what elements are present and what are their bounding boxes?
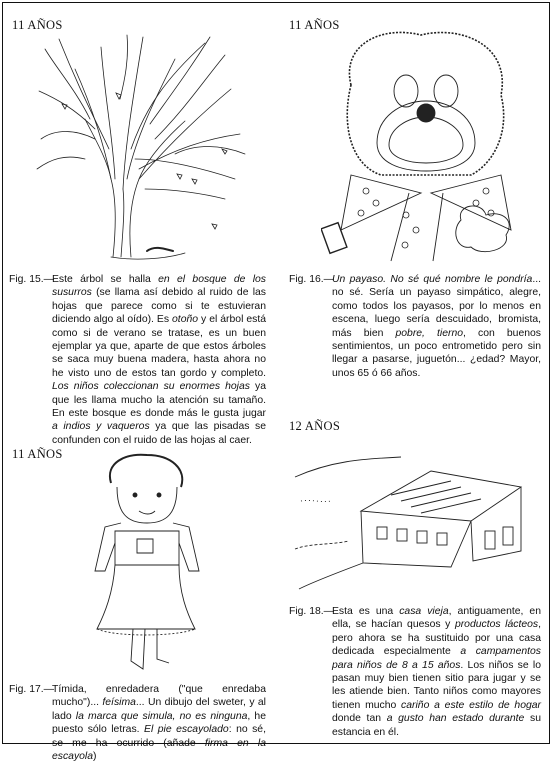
caption-italic-text: productos lácteos	[454, 619, 539, 631]
clown-drawing	[321, 25, 531, 263]
figure-number: Fig. 15.—	[9, 274, 55, 285]
caption-italic-text: Un payaso. No sé qué nombre le pondría	[332, 274, 533, 285]
caption-italic-text: otoño	[172, 314, 199, 326]
caption-text-run: , con buenos sentimientos, un poco entrometido pero sin llegar a pasarse, juguetón... ¿edad? Mayor, unos 65 ó 66 años.	[332, 327, 541, 379]
caption-italic-text: la marca que simula, no es ninguna	[75, 710, 248, 722]
figure-number: Fig. 16.—	[289, 274, 335, 285]
caption-text-run: y el árbol está como si de verano se tratase, es un buen ejemplar ya que, aparte de que estos árboles se saca muy buena madera, hasta ahora no he visto uno de estos tan gordo y completo.	[52, 314, 266, 379]
tree-drawing	[35, 29, 249, 261]
caption-text-run: Esta es una	[332, 606, 400, 617]
caption-italic-text: Los niños coleccionan su enormes hojas	[52, 381, 250, 393]
figure-caption	[289, 605, 541, 739]
house-drawing	[291, 451, 541, 591]
caption-text-run: , antiguamente, en ella, se hacían quesos y	[332, 606, 541, 631]
age-label: 12 AÑOS	[289, 419, 341, 433]
caption-italic-text: en el bosque de los susurros	[52, 274, 266, 299]
caption-text	[332, 605, 541, 739]
caption-italic-text: a gusto han estado durante	[386, 713, 525, 725]
caption-text-run: su estancia en él.	[332, 713, 541, 738]
caption-text-run: ya que les llama mucho la atención su tamaño. En este bosque es donde más le gusta jugar	[52, 381, 266, 420]
caption-text-run: , he puesto sólo letras.	[52, 710, 266, 736]
figure-caption	[289, 273, 541, 380]
caption-italic-text: a campamentos para niños de 8 a 15 años	[332, 646, 541, 671]
caption-text-run: . Los niños se lo pasan muy bien tienen sitio para jugar y se les atiende bien. Tanto niños como mayores tienen mucho	[332, 659, 541, 711]
caption-italic-text: a indios y vaqueros	[52, 421, 150, 433]
caption-text-run: : no sé, se me ha ocurrido (añade	[52, 724, 266, 749]
caption-italic-text: feísima	[102, 697, 136, 709]
caption-text	[52, 273, 266, 447]
figure-number: Fig. 18.—	[289, 606, 335, 617]
caption-italic-text: pobre, tierno	[395, 327, 464, 339]
caption-text-run: , pero ahora se ha sustituido por una casa dedicada especialmente	[332, 619, 541, 658]
caption-italic-text: casa vieja	[399, 606, 449, 617]
caption-text-run: )	[93, 751, 97, 763]
caption-text	[52, 683, 266, 763]
age-label: 11 AÑOS	[12, 18, 63, 32]
figure-caption	[9, 683, 266, 763]
caption-text-run: ya que las pisadas se confunden con el ruido de las hojas al caer.	[52, 421, 266, 446]
caption-text-run: (se llama así debido al ruido de las hojas que parece como si te estuvieran diciendo algo al oído). Es	[52, 287, 266, 326]
caption-text	[332, 273, 541, 380]
caption-italic-text: El pie escayolado	[144, 724, 229, 736]
caption-text-run: Tímida, enredadera ("que enredaba mucho")...	[52, 684, 266, 709]
caption-text-run: ... no sé. Sería un payaso simpático, alegre, como todos los payasos, por lo menos en escena, luego sería descuidado, bromista, más bien	[332, 274, 541, 339]
page	[2, 2, 550, 763]
figure-number: Fig. 17.—	[9, 684, 55, 695]
girl-drawing	[75, 453, 215, 675]
age-label: 11 AÑOS	[289, 18, 340, 32]
caption-text-run: ... Un dibujo del sweter, y al lado	[52, 697, 266, 722]
caption-italic-text: firma en la escayola	[52, 737, 266, 763]
age-label: 11 AÑOS	[12, 447, 63, 461]
caption-text-run: donde tan	[332, 713, 387, 725]
figure-caption	[9, 273, 266, 447]
caption-italic-text: cariño a este estilo de hogar	[401, 699, 541, 711]
caption-text-run: Este árbol se halla	[52, 274, 159, 285]
